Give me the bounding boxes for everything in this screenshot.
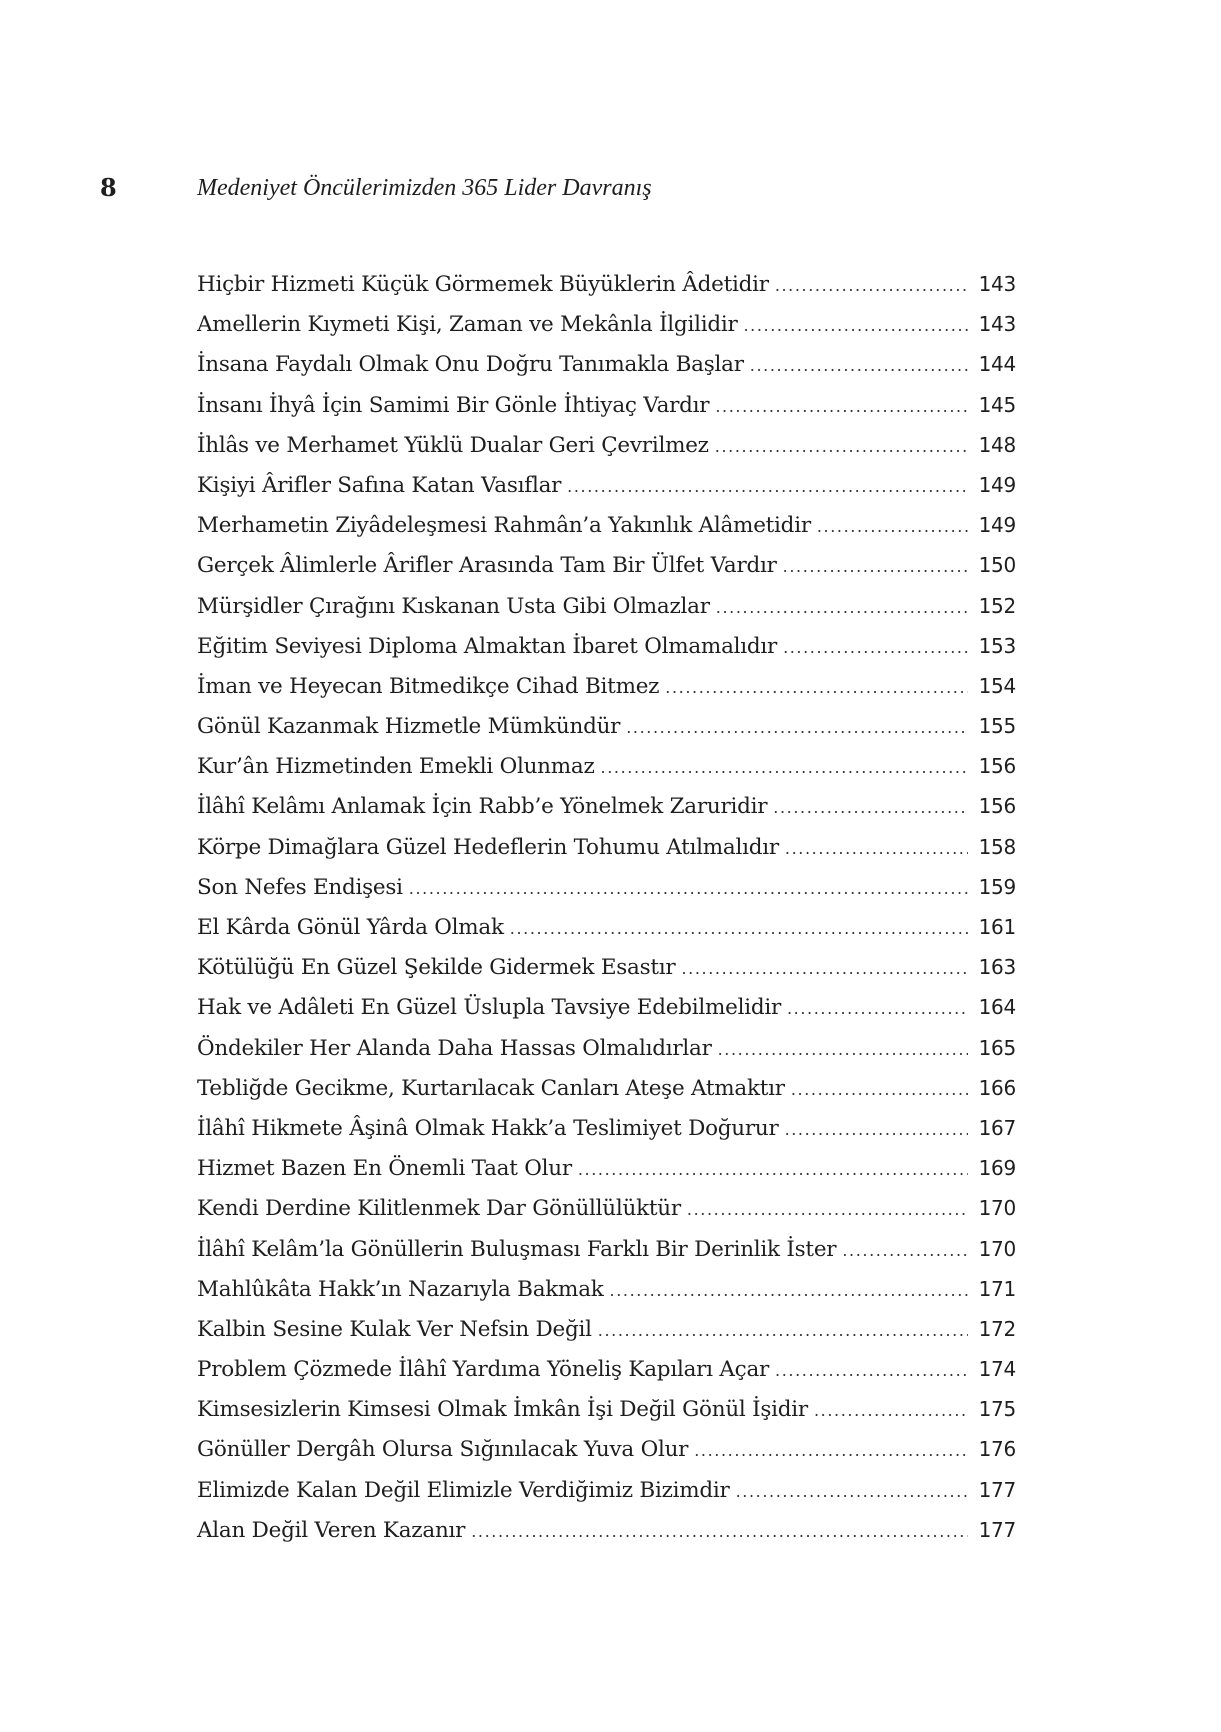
toc-entry-page: 155 bbox=[978, 714, 1016, 739]
toc-entry[interactable] bbox=[197, 835, 1016, 875]
toc-entry-title: İlâhî Hikmete Âşinâ Olmak Hakk’a Teslimiyet Doğurur bbox=[197, 1115, 779, 1141]
toc-entry-page: 166 bbox=[978, 1075, 1016, 1100]
toc-entry-title: Elimizde Kalan Değil Elimizle Verdiğimiz Bizimdir bbox=[197, 1477, 730, 1503]
toc-entry-title: Son Nefes Endişesi bbox=[197, 874, 403, 900]
toc-dot-leader bbox=[687, 1200, 968, 1219]
toc-entry[interactable] bbox=[197, 594, 1016, 634]
toc-entry-page: 154 bbox=[978, 673, 1016, 698]
toc-entry-title: Alan Değil Veren Kazanır bbox=[197, 1517, 466, 1543]
toc-dot-leader bbox=[817, 517, 968, 536]
toc-dot-leader bbox=[750, 356, 968, 375]
toc-entry-title: Problem Çözmede İlâhî Yardıma Yöneliş Kapıları Açar bbox=[197, 1357, 770, 1383]
toc-entry-title: Kur’ân Hizmetinden Emekli Olunmaz bbox=[197, 754, 595, 780]
toc-entry-page: 169 bbox=[978, 1156, 1016, 1181]
toc-entry-page: 177 bbox=[978, 1477, 1016, 1502]
toc-entry-title: Hiçbir Hizmeti Küçük Görmemek Büyüklerin Âdetidir bbox=[197, 272, 769, 297]
toc-dot-leader bbox=[471, 1522, 968, 1541]
toc-entry-page: 171 bbox=[978, 1276, 1016, 1301]
toc-entry[interactable] bbox=[197, 433, 1016, 473]
toc-entry-page: 143 bbox=[978, 272, 1016, 296]
toc-dot-leader bbox=[578, 1160, 968, 1179]
toc-dot-leader bbox=[681, 959, 968, 978]
toc-entry-title: İlâhî Kelâmı Anlamak İçin Rabb’e Yönelmek Zaruridir bbox=[197, 794, 768, 820]
toc-entry-page: 170 bbox=[978, 1196, 1016, 1221]
toc-entry-title: Tebliğde Gecikme, Kurtarılacak Canları Ateşe Atmaktır bbox=[197, 1075, 785, 1101]
toc-entry-title: Gönül Kazanmak Hizmetle Mümkündür bbox=[197, 714, 621, 740]
toc-entry-page: 159 bbox=[978, 874, 1016, 899]
toc-entry[interactable] bbox=[197, 1277, 1016, 1317]
toc-entry[interactable] bbox=[197, 1518, 1016, 1558]
toc-dot-leader bbox=[694, 1441, 968, 1460]
toc-dot-leader bbox=[787, 999, 968, 1018]
toc-dot-leader bbox=[814, 1401, 968, 1420]
toc-entry[interactable] bbox=[197, 1437, 1016, 1477]
toc-entry[interactable] bbox=[197, 1317, 1016, 1357]
toc-dot-leader bbox=[775, 276, 968, 295]
toc-entry[interactable] bbox=[197, 1036, 1016, 1076]
toc-entry-page: 156 bbox=[978, 794, 1016, 819]
toc-entry-page: 149 bbox=[978, 472, 1016, 497]
toc-entry-title: Eğitim Seviyesi Diploma Almaktan İbaret Olmamalıdır bbox=[197, 633, 778, 659]
toc-dot-leader bbox=[775, 1361, 968, 1380]
toc-entry-page: 163 bbox=[978, 955, 1016, 980]
toc-entry[interactable] bbox=[197, 553, 1016, 593]
toc-entry[interactable] bbox=[197, 915, 1016, 955]
toc-entry[interactable] bbox=[197, 794, 1016, 834]
toc-entry-title: Amellerin Kıymeti Kişi, Zaman ve Mekânla İlgilidir bbox=[197, 312, 738, 338]
toc-dot-leader bbox=[718, 1040, 968, 1059]
page-number: 8 bbox=[100, 173, 117, 202]
toc-entry-title: Kendi Derdine Kilitlenmek Dar Gönüllülüktür bbox=[197, 1196, 681, 1222]
toc-entry-page: 148 bbox=[978, 432, 1016, 457]
toc-dot-leader bbox=[716, 598, 968, 617]
toc-entry-title: Kişiyi Ârifler Safına Katan Vasıflar bbox=[197, 472, 562, 498]
toc-entry-page: 170 bbox=[978, 1236, 1016, 1261]
toc-entry-title: İnsana Faydalı Olmak Onu Doğru Tanımakla Başlar bbox=[197, 352, 744, 378]
toc-entry[interactable] bbox=[197, 1478, 1016, 1518]
toc-dot-leader bbox=[791, 1080, 968, 1099]
toc-entry-title: Kalbin Sesine Kulak Ver Nefsin Değil bbox=[197, 1316, 592, 1342]
toc-entry-page: 164 bbox=[978, 995, 1016, 1020]
toc-entry-page: 165 bbox=[978, 1035, 1016, 1060]
toc-dot-leader bbox=[744, 316, 969, 335]
toc-entry[interactable] bbox=[197, 1237, 1016, 1277]
toc-entry[interactable] bbox=[197, 674, 1016, 714]
toc-entry-page: 145 bbox=[978, 392, 1016, 417]
toc-entry[interactable] bbox=[197, 312, 1016, 352]
toc-entry[interactable] bbox=[197, 393, 1016, 433]
toc-entry-title: Öndekiler Her Alanda Daha Hassas Olmalıdırlar bbox=[197, 1035, 712, 1061]
toc-dot-leader bbox=[715, 397, 968, 416]
toc-entry[interactable] bbox=[197, 1397, 1016, 1437]
toc-entry-title: İman ve Heyecan Bitmedikçe Cihad Bitmez bbox=[197, 673, 660, 699]
toc-entry-title: Mürşidler Çırağını Kıskanan Usta Gibi Olmazlar bbox=[197, 593, 710, 619]
toc-entry-page: 174 bbox=[978, 1357, 1016, 1382]
toc-dot-leader bbox=[736, 1482, 968, 1501]
toc-entry-title: Merhametin Ziyâdeleşmesi Rahmân’a Yakınlık Alâmetidir bbox=[197, 513, 811, 539]
toc-entry[interactable] bbox=[197, 875, 1016, 915]
toc-entry[interactable] bbox=[197, 272, 1016, 312]
toc-entry-title: Hak ve Adâleti En Güzel Üslupla Tavsiye Edebilmelidir bbox=[197, 995, 781, 1021]
toc-entry-page: 144 bbox=[978, 352, 1016, 377]
toc-dot-leader bbox=[626, 718, 968, 737]
toc-entry-page: 143 bbox=[978, 312, 1016, 337]
toc-entry-page: 153 bbox=[978, 633, 1016, 658]
toc-dot-leader bbox=[783, 638, 968, 657]
toc-entry[interactable] bbox=[197, 955, 1016, 995]
toc-dot-leader bbox=[409, 879, 968, 898]
toc-entry[interactable] bbox=[197, 714, 1016, 754]
toc-entry-title: El Kârda Gönül Yârda Olmak bbox=[197, 915, 504, 940]
toc-entry-page: 152 bbox=[978, 593, 1016, 618]
toc-entry[interactable] bbox=[197, 1076, 1016, 1116]
toc-dot-leader bbox=[510, 919, 968, 938]
toc-dot-leader bbox=[773, 798, 968, 817]
table-of-contents bbox=[197, 272, 1016, 1558]
toc-entry-page: 149 bbox=[978, 513, 1016, 538]
toc-entry[interactable] bbox=[197, 995, 1016, 1035]
toc-entry-title: Gönüller Dergâh Olursa Sığınılacak Yuva Olur bbox=[197, 1437, 689, 1463]
toc-entry-page: 150 bbox=[978, 553, 1016, 578]
toc-entry-page: 175 bbox=[978, 1397, 1016, 1422]
toc-entry[interactable] bbox=[197, 1116, 1016, 1156]
toc-entry-title: Kimsesizlerin Kimsesi Olmak İmkân İşi Değil Gönül İşidir bbox=[197, 1397, 808, 1423]
toc-dot-leader bbox=[715, 437, 968, 456]
toc-entry[interactable] bbox=[197, 513, 1016, 553]
toc-dot-leader bbox=[665, 678, 968, 697]
toc-entry-title: İhlâs ve Merhamet Yüklü Dualar Geri Çevrilmez bbox=[197, 432, 709, 458]
toc-dot-leader bbox=[601, 758, 968, 777]
toc-entry-title: İnsanı İhyâ İçin Samimi Bir Gönle İhtiyaç Vardır bbox=[197, 392, 710, 418]
toc-entry-page: 176 bbox=[978, 1437, 1016, 1462]
toc-entry-page: 161 bbox=[978, 915, 1016, 939]
toc-entry-title: Gerçek Âlimlerle Ârifler Arasında Tam Bir Ülfet Vardır bbox=[197, 553, 777, 579]
toc-entry-title: Mahlûkâta Hakk’ın Nazarıyla Bakmak bbox=[197, 1276, 604, 1302]
toc-entry-page: 158 bbox=[978, 834, 1016, 859]
toc-entry[interactable] bbox=[197, 352, 1016, 392]
toc-entry-title: Hizmet Bazen En Önemli Taat Olur bbox=[197, 1156, 572, 1182]
toc-dot-leader bbox=[785, 839, 968, 858]
toc-entry[interactable] bbox=[197, 1196, 1016, 1236]
toc-entry[interactable] bbox=[197, 754, 1016, 794]
toc-entry[interactable] bbox=[197, 1357, 1016, 1397]
toc-dot-leader bbox=[567, 477, 968, 496]
toc-entry-page: 156 bbox=[978, 754, 1016, 779]
toc-entry-page: 177 bbox=[978, 1517, 1016, 1542]
toc-entry[interactable] bbox=[197, 1156, 1016, 1196]
toc-dot-leader bbox=[610, 1281, 968, 1300]
toc-entry-page: 172 bbox=[978, 1316, 1016, 1341]
toc-entry-title: Kötülüğü En Güzel Şekilde Gidermek Esastır bbox=[197, 955, 676, 981]
toc-dot-leader bbox=[842, 1241, 968, 1260]
toc-dot-leader bbox=[785, 1120, 968, 1139]
toc-entry[interactable] bbox=[197, 634, 1016, 674]
toc-entry-title: Körpe Dimağlara Güzel Hedeflerin Tohumu Atılmalıdır bbox=[197, 834, 779, 860]
toc-entry[interactable] bbox=[197, 473, 1016, 513]
toc-entry-title: İlâhî Kelâm’la Gönüllerin Buluşması Farklı Bir Derinlik İster bbox=[197, 1236, 837, 1262]
running-title: Medeniyet Öncülerimizden 365 Lider Davranış bbox=[197, 175, 652, 201]
toc-entry-page: 167 bbox=[978, 1115, 1016, 1140]
toc-dot-leader bbox=[783, 557, 968, 576]
toc-dot-leader bbox=[598, 1321, 968, 1340]
